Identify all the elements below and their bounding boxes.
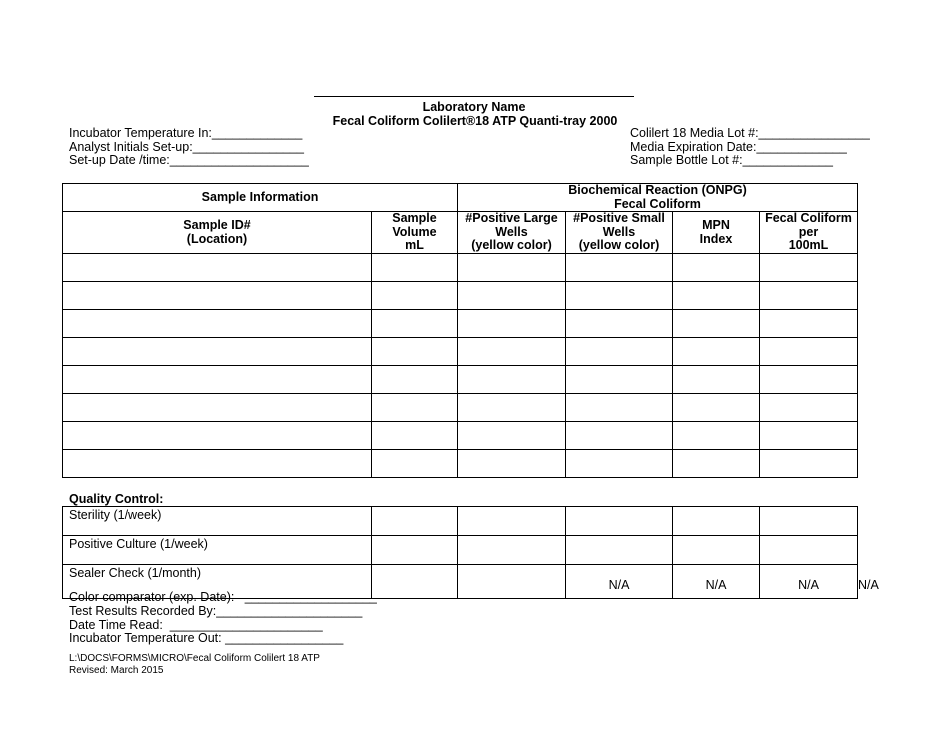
- revision-date: Revised: March 2015: [69, 665, 164, 676]
- mpn-index-cell[interactable]: [673, 338, 760, 366]
- sample-id-cell[interactable]: [63, 394, 372, 422]
- table-row: [63, 338, 858, 366]
- incubator-temp-out-field[interactable]: Incubator Temperature Out: _________________: [69, 631, 344, 646]
- qc-cell[interactable]: [673, 536, 760, 565]
- fecal-coliform-cell[interactable]: [760, 366, 858, 394]
- qc-na-cell: N/A: [760, 565, 858, 599]
- sample-volume-cell[interactable]: [372, 254, 458, 282]
- qc-na-cell: N/A: [566, 565, 673, 599]
- positive-large-wells-cell[interactable]: [458, 394, 566, 422]
- sample-table: [62, 183, 858, 478]
- table-column-header-row: [63, 212, 858, 254]
- sample-volume-cell[interactable]: [372, 422, 458, 450]
- sample-id-cell[interactable]: [63, 450, 372, 478]
- qc-row-label: Sterility (1/week): [63, 507, 372, 536]
- qc-cell[interactable]: [372, 507, 458, 536]
- sample-id-cell[interactable]: [63, 366, 372, 394]
- sample-volume-cell[interactable]: [372, 394, 458, 422]
- document-path: L:\DOCS\FORMS\MICRO\Fecal Coliform Colilert 18 ATP: [69, 653, 320, 664]
- column-header-mpn-index: MPN Index: [673, 212, 760, 254]
- lab-name: Laboratory Name: [422, 100, 526, 114]
- qc-cell[interactable]: [458, 565, 566, 599]
- qc-na-cell: N/A: [673, 565, 760, 599]
- qc-cell[interactable]: [760, 507, 858, 536]
- header-right-fields: [630, 127, 870, 168]
- positive-small-wells-cell[interactable]: [566, 394, 673, 422]
- fecal-coliform-cell[interactable]: [760, 254, 858, 282]
- sample-volume-cell[interactable]: [372, 338, 458, 366]
- qc-row-sterility: [63, 507, 858, 536]
- mpn-index-cell[interactable]: [673, 254, 760, 282]
- qc-row-label: Positive Culture (1/week): [63, 536, 372, 565]
- table-row: [63, 310, 858, 338]
- positive-small-wells-cell[interactable]: [566, 338, 673, 366]
- sample-id-cell[interactable]: [63, 282, 372, 310]
- column-header-sample-volume: Sample Volume mL: [372, 212, 458, 254]
- qc-row-positive-culture: [63, 536, 858, 565]
- lab-name-underline: [314, 96, 634, 97]
- mpn-index-cell[interactable]: [673, 422, 760, 450]
- table-row: [63, 450, 858, 478]
- sample-bottle-lot-field[interactable]: Sample Bottle Lot #:_____________: [630, 153, 833, 167]
- fecal-coliform-cell[interactable]: [760, 310, 858, 338]
- column-header-positive-small-wells: #Positive Small Wells (yellow color): [566, 212, 673, 254]
- table-row: [63, 366, 858, 394]
- positive-small-wells-cell[interactable]: [566, 422, 673, 450]
- qc-cell[interactable]: [458, 507, 566, 536]
- fecal-coliform-cell[interactable]: [760, 338, 858, 366]
- form-title: Fecal Coliform Colilert®18 ATP Quanti-tray 2000: [332, 114, 618, 128]
- fecal-coliform-cell[interactable]: [760, 450, 858, 478]
- positive-large-wells-cell[interactable]: [458, 450, 566, 478]
- incubator-temp-in-field[interactable]: Incubator Temperature In:_____________: [69, 126, 303, 140]
- color-comparator-field[interactable]: Color comparator (exp. Date): ___________________: [69, 590, 377, 604]
- analyst-initials-field[interactable]: Analyst Initials Set-up:________________: [69, 139, 304, 154]
- sample-id-cell[interactable]: [63, 310, 372, 338]
- fecal-coliform-cell[interactable]: [760, 422, 858, 450]
- document-info: [69, 653, 320, 677]
- column-header-sample-id: Sample ID# (Location): [63, 212, 372, 254]
- fecal-coliform-cell[interactable]: [760, 394, 858, 422]
- date-time-read-field[interactable]: Date Time Read: ______________________: [69, 617, 323, 632]
- table-row: [63, 282, 858, 310]
- sample-information-header: Sample Information: [63, 184, 458, 212]
- mpn-index-cell[interactable]: [673, 282, 760, 310]
- results-recorded-by-field[interactable]: Test Results Recorded By:_____________________: [69, 603, 363, 618]
- sample-id-cell[interactable]: [63, 254, 372, 282]
- qc-cell[interactable]: [372, 565, 458, 599]
- sample-volume-cell[interactable]: [372, 366, 458, 394]
- column-header-fecal-coliform-per-100ml: Fecal Coliform per 100mL: [760, 212, 858, 254]
- sample-id-cell[interactable]: [63, 422, 372, 450]
- mpn-index-cell[interactable]: [673, 394, 760, 422]
- positive-small-wells-cell[interactable]: [566, 310, 673, 338]
- qc-cell[interactable]: [566, 536, 673, 565]
- table-group-header-row: [63, 184, 858, 212]
- sample-id-cell[interactable]: [63, 338, 372, 366]
- media-expiration-field[interactable]: Media Expiration Date:_____________: [630, 139, 847, 154]
- positive-large-wells-cell[interactable]: [458, 282, 566, 310]
- positive-large-wells-cell[interactable]: [458, 310, 566, 338]
- mpn-index-cell[interactable]: [673, 310, 760, 338]
- quality-control-table: [62, 506, 879, 599]
- table-row: [63, 254, 858, 282]
- qc-cell[interactable]: [458, 536, 566, 565]
- fecal-coliform-cell[interactable]: [760, 282, 858, 310]
- positive-large-wells-cell[interactable]: [458, 254, 566, 282]
- qc-cell[interactable]: [760, 536, 858, 565]
- qc-row-sealer-check: Sealer Check (1/month) N/A N/A N/A N/A: [63, 565, 858, 599]
- footer-fields: [69, 591, 377, 646]
- mpn-index-cell[interactable]: [673, 450, 760, 478]
- qc-row-label: Sealer Check (1/month): [63, 565, 372, 599]
- positive-large-wells-cell[interactable]: [458, 338, 566, 366]
- positive-small-wells-cell[interactable]: [566, 366, 673, 394]
- column-header-positive-large-wells: #Positive Large Wells (yellow color): [458, 212, 566, 254]
- positive-large-wells-cell[interactable]: [458, 422, 566, 450]
- positive-small-wells-cell[interactable]: [566, 254, 673, 282]
- positive-small-wells-cell[interactable]: [566, 282, 673, 310]
- qc-cell[interactable]: [673, 507, 760, 536]
- quality-control-title: Quality Control:: [69, 492, 164, 506]
- table-row: [63, 394, 858, 422]
- mpn-index-cell[interactable]: [673, 366, 760, 394]
- qc-cell[interactable]: [566, 507, 673, 536]
- table-row: [63, 422, 858, 450]
- positive-large-wells-cell[interactable]: [458, 366, 566, 394]
- media-lot-field[interactable]: Colilert 18 Media Lot #:________________: [630, 126, 870, 140]
- sample-volume-cell[interactable]: [372, 282, 458, 310]
- positive-small-wells-cell[interactable]: [566, 450, 673, 478]
- sample-volume-cell[interactable]: [372, 310, 458, 338]
- sample-volume-cell[interactable]: [372, 450, 458, 478]
- qc-cell[interactable]: [372, 536, 458, 565]
- header-left-fields: [69, 127, 309, 168]
- setup-date-time-field[interactable]: Set-up Date /time:____________________: [69, 153, 309, 167]
- biochemical-reaction-header: Biochemical Reaction (ONPG) Fecal Coliform: [458, 184, 858, 212]
